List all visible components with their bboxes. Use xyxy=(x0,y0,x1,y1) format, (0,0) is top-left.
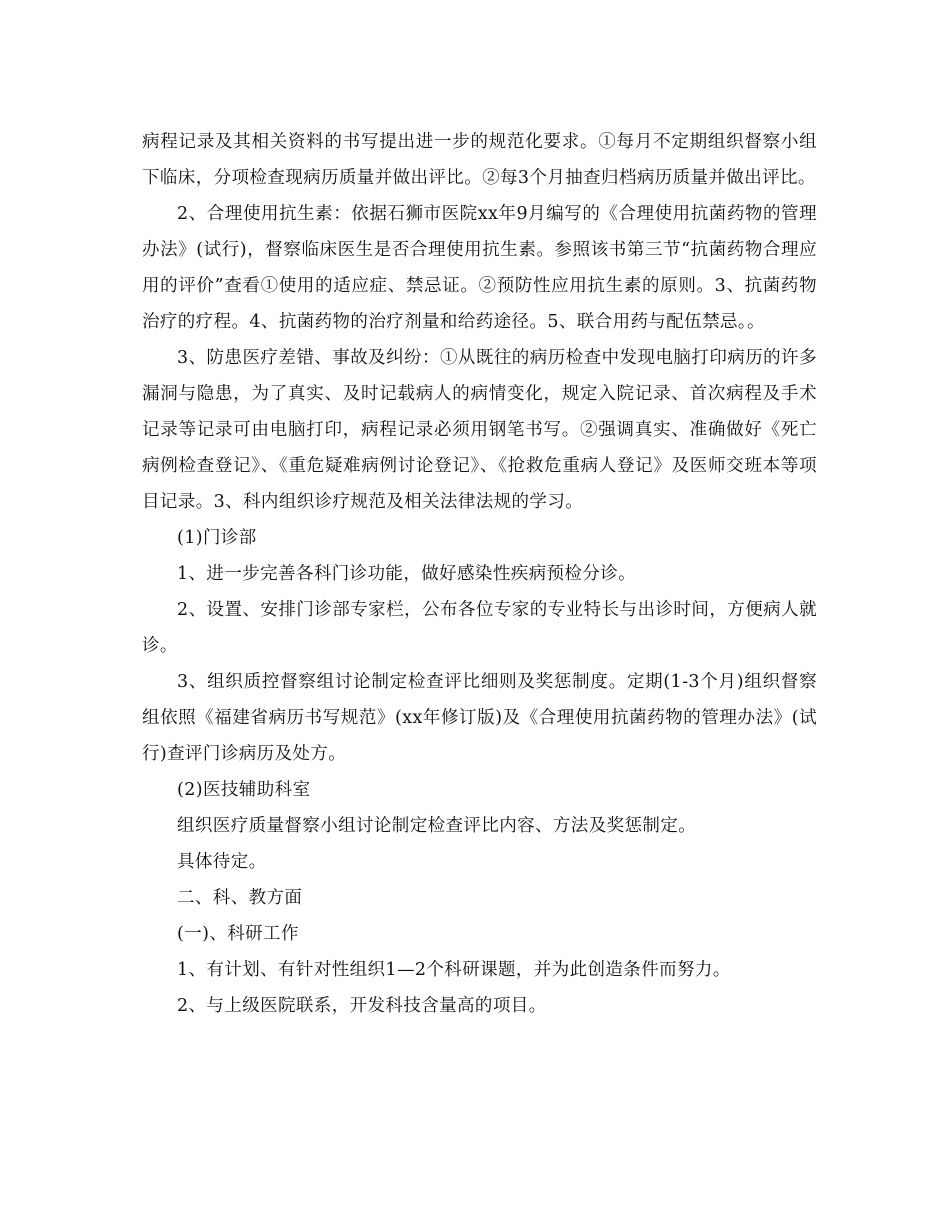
heading-research-education: 二、科、教方面 xyxy=(177,888,303,908)
paragraph-outpatient-2: 2、设置、安排门诊部专家栏，公布各位专家的专业特长与出诊时间，方便病人就诊。 xyxy=(142,600,817,656)
paragraph-antibiotics: 2、合理使用抗生素：依据石狮市医院xx年9月编写的《合理使用抗菌药物的管理办法》(试行)，督察临床医生是否合理使用抗生素。参照该书第三节“抗菌药物合理应用的评价”查看①使用的适应症、禁忌证。②预防性应用抗生素的原则。3、抗菌药物治疗的疗程。4、抗菌药物的治疗剂量和给药途径。5、联合用药与配伍禁忌。。 xyxy=(142,204,817,332)
paragraph-research-1: 1、有计划、有针对性组织1—2个科研课题，并为此创造条件而努力。 xyxy=(177,960,731,980)
paragraph-research-2: 2、与上级医院联系，开发科技含量高的项目。 xyxy=(177,996,547,1016)
paragraph-outpatient-1: 1、进一步完善各科门诊功能，做好感染性疾病预检分诊。 xyxy=(177,564,637,584)
paragraph-medical-records: 病程记录及其相关资料的书写提出进一步的规范化要求。①每月不定期组织督察小组下临床，分项检查现病历质量并做出评比。②每3个月抽查归档病历质量并做出评比。 xyxy=(142,132,817,188)
heading-research-work: (一)、科研工作 xyxy=(177,924,299,944)
paragraph-outpatient-3: 3、组织质控督察组讨论制定检查评比细则及奖惩制度。定期(1-3个月)组织督察组依照《福建省病历书写规范》(xx年修订版)及《合理使用抗菌药物的管理办法》(试行)查评门诊病历及处方。 xyxy=(142,672,817,764)
heading-medical-technology: (2)医技辅助科室 xyxy=(177,780,311,800)
document-body xyxy=(142,124,817,1024)
heading-outpatient: (1)门诊部 xyxy=(177,528,257,548)
paragraph-to-be-determined: 具体待定。 xyxy=(177,852,267,872)
paragraph-medical-technology: 组织医疗质量督察小组讨论制定检查评比内容、方法及奖惩制定。 xyxy=(177,816,697,836)
paragraph-error-prevention: 3、防患医疗差错、事故及纠纷：①从既往的病历检查中发现电脑打印病历的许多漏洞与隐患，为了真实、及时记载病人的病情变化，规定入院记录、首次病程及手术记录等记录可由电脑打印，病程记录必须用钢笔书写。②强调真实、准确做好《死亡病例检查登记》、《重危疑难病例讨论登记》、《抢救危重病人登记》及医师交班本等项目记录。3、科内组织诊疗规范及相关法律法规的学习。 xyxy=(142,348,817,512)
